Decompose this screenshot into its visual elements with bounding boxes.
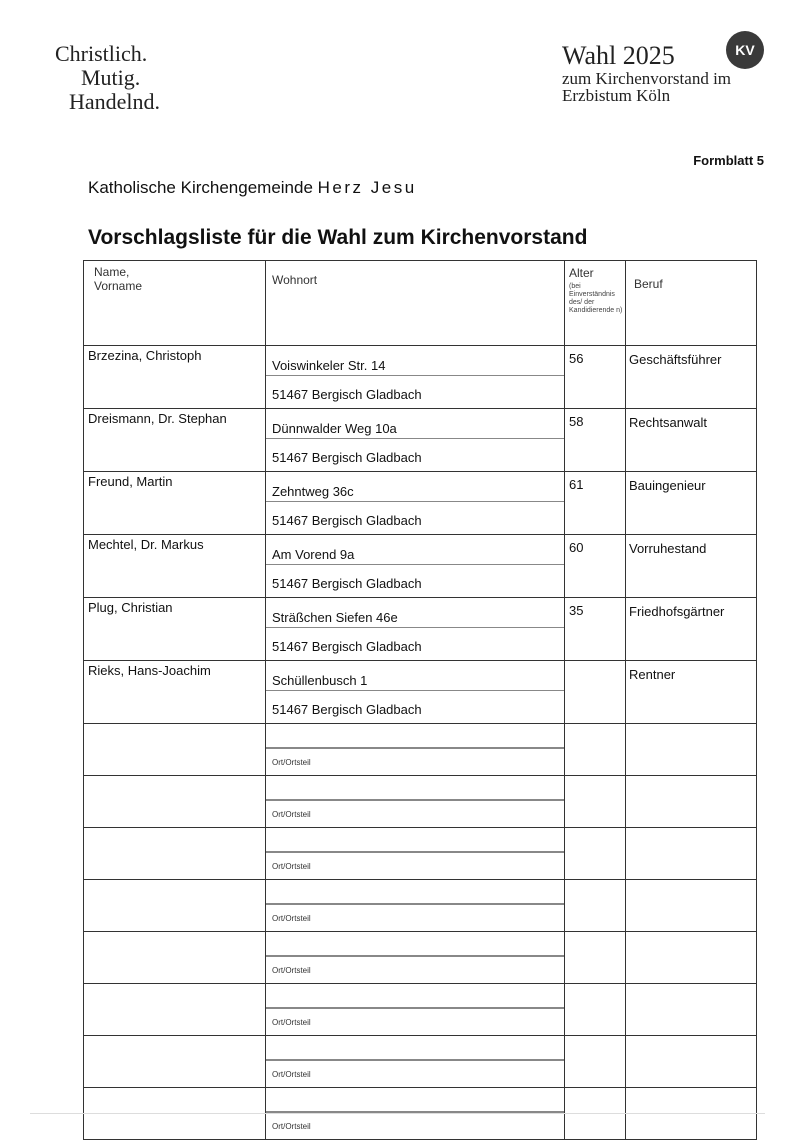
empty-street-line: [266, 1088, 564, 1112]
candidate-street: Schüllenbusch 1: [266, 661, 564, 691]
empty-address-cell[interactable]: [266, 828, 565, 880]
table-header-row: [84, 261, 757, 346]
candidate-street: Sträßchen Siefen 46e: [266, 598, 564, 628]
empty-street-line: [266, 932, 564, 956]
candidate-city: 51467 Bergisch Gladbach: [272, 639, 422, 654]
election-title: Wahl 2025: [562, 41, 675, 70]
candidate-age: 60: [565, 535, 626, 598]
ort-ortsteil-label: Ort/Ortsteil: [272, 1122, 311, 1131]
empty-age-cell[interactable]: [565, 932, 626, 984]
footer-divider: [30, 1113, 765, 1114]
candidate-name: Brzezina, Christoph: [84, 346, 266, 409]
empty-occupation-cell[interactable]: [626, 932, 757, 984]
election-subtitle-2: Erzbistum Köln: [562, 86, 671, 105]
empty-address-cell[interactable]: [266, 984, 565, 1036]
ort-ortsteil-label: Ort/Ortsteil: [272, 862, 311, 871]
candidate-occupation: Rechtsanwalt: [626, 409, 757, 472]
empty-occupation-cell[interactable]: [626, 724, 757, 776]
empty-address-cell[interactable]: [266, 776, 565, 828]
candidate-city: 51467 Bergisch Gladbach: [272, 576, 422, 591]
empty-name-cell[interactable]: [84, 880, 266, 932]
table-row-empty: [84, 1036, 757, 1088]
candidate-city: 51467 Bergisch Gladbach: [272, 513, 422, 528]
parish-title: Herz Jesu: [317, 178, 417, 197]
candidate-street: Am Vorend 9a: [266, 535, 564, 565]
election-subtitle-1: zum Kirchenvorstand im: [562, 69, 732, 88]
empty-name-cell[interactable]: [84, 932, 266, 984]
candidate-age: 56: [565, 346, 626, 409]
candidate-age: 58: [565, 409, 626, 472]
empty-name-cell[interactable]: [84, 984, 266, 1036]
candidate-age: [565, 661, 626, 724]
candidate-street: Zehntweg 36c: [266, 472, 564, 502]
empty-age-cell[interactable]: [565, 776, 626, 828]
table-row: [84, 472, 757, 535]
empty-name-cell[interactable]: [84, 776, 266, 828]
empty-street-line: [266, 724, 564, 748]
candidate-occupation: Vorruhestand: [626, 535, 757, 598]
table-row: [84, 598, 757, 661]
candidate-city: 51467 Bergisch Gladbach: [272, 387, 422, 402]
empty-street-line: [266, 880, 564, 904]
empty-age-cell[interactable]: [565, 828, 626, 880]
candidate-city: 51467 Bergisch Gladbach: [272, 702, 422, 717]
table-row-empty: [84, 828, 757, 880]
motto-line-3: Handelnd.: [69, 89, 161, 114]
header-alter: [565, 261, 626, 346]
empty-occupation-cell[interactable]: [626, 1036, 757, 1088]
ort-ortsteil-label: Ort/Ortsteil: [272, 1018, 311, 1027]
empty-name-cell[interactable]: [84, 724, 266, 776]
candidate-address: [266, 661, 565, 724]
ort-ortsteil-label: Ort/Ortsteil: [272, 758, 311, 767]
header-name-line-2: Vorname: [94, 279, 143, 293]
empty-age-cell[interactable]: [565, 880, 626, 932]
empty-address-cell[interactable]: [266, 724, 565, 776]
parish-prefix: Katholische Kirchengemeinde: [88, 178, 313, 197]
table-row-empty: [84, 880, 757, 932]
form-number: Formblatt 5: [693, 153, 764, 168]
candidate-name: Plug, Christian: [84, 598, 266, 661]
empty-name-cell[interactable]: [84, 1036, 266, 1088]
ort-ortsteil-label: Ort/Ortsteil: [272, 914, 311, 923]
candidate-name: Mechtel, Dr. Markus: [84, 535, 266, 598]
candidate-address: [266, 598, 565, 661]
table-row: [84, 409, 757, 472]
candidate-name: Dreismann, Dr. Stephan: [84, 409, 266, 472]
empty-occupation-cell[interactable]: [626, 776, 757, 828]
empty-age-cell[interactable]: [565, 724, 626, 776]
ort-ortsteil-label: Ort/Ortsteil: [272, 966, 311, 975]
empty-address-cell[interactable]: [266, 932, 565, 984]
header-name-line-1: Name,: [94, 265, 130, 279]
table-row: [84, 661, 757, 724]
candidate-address: [266, 535, 565, 598]
candidate-name: Freund, Martin: [84, 472, 266, 535]
motto-line-1: Christlich.: [55, 41, 148, 66]
candidate-address: [266, 346, 565, 409]
candidate-address: [266, 409, 565, 472]
empty-age-cell[interactable]: [565, 984, 626, 1036]
header-wohnort: Wohnort: [266, 261, 565, 346]
empty-address-cell[interactable]: [266, 1036, 565, 1088]
empty-occupation-cell[interactable]: [626, 828, 757, 880]
table-row-empty: [84, 724, 757, 776]
empty-street-line: [266, 776, 564, 800]
page-title: Vorschlagsliste für die Wahl zum Kirchenvorstand: [88, 226, 588, 249]
table-row-empty: [84, 984, 757, 1036]
kv-badge-logo: KV: [726, 31, 764, 69]
candidate-age: 35: [565, 598, 626, 661]
candidate-occupation: Bauingenieur: [626, 472, 757, 535]
header-alter-note: (bei Einverständnis des/ der Kandidierende n): [569, 283, 623, 314]
candidate-street: Voiswinkeler Str. 14: [266, 346, 564, 376]
candidate-address: [266, 472, 565, 535]
candidate-city: 51467 Bergisch Gladbach: [272, 450, 422, 465]
empty-street-line: [266, 828, 564, 852]
empty-street-line: [266, 984, 564, 1008]
table-row-empty: [84, 932, 757, 984]
empty-occupation-cell[interactable]: [626, 880, 757, 932]
table-row: [84, 346, 757, 409]
empty-address-cell[interactable]: [266, 880, 565, 932]
header-alter-label: Alter: [569, 266, 594, 280]
candidate-occupation: Friedhofsgärtner: [626, 598, 757, 661]
header-beruf: Beruf: [626, 261, 757, 346]
election-title-block: [562, 42, 731, 104]
candidate-street: Dünnwalder Weg 10a: [266, 409, 564, 439]
candidate-table: [83, 260, 757, 1140]
motto: [55, 42, 160, 114]
empty-street-line: [266, 1036, 564, 1060]
candidate-occupation: Rentner: [626, 661, 757, 724]
motto-line-2: Mutig.: [81, 65, 141, 90]
ort-ortsteil-label: Ort/Ortsteil: [272, 810, 311, 819]
ort-ortsteil-label: Ort/Ortsteil: [272, 1070, 311, 1079]
candidate-name: Rieks, Hans-Joachim: [84, 661, 266, 724]
header-name: [84, 261, 266, 346]
table-row-empty: [84, 776, 757, 828]
candidate-occupation: Geschäftsführer: [626, 346, 757, 409]
parish-name: [88, 178, 417, 198]
empty-occupation-cell[interactable]: [626, 984, 757, 1036]
empty-name-cell[interactable]: [84, 828, 266, 880]
empty-age-cell[interactable]: [565, 1036, 626, 1088]
table-row: [84, 535, 757, 598]
candidate-age: 61: [565, 472, 626, 535]
